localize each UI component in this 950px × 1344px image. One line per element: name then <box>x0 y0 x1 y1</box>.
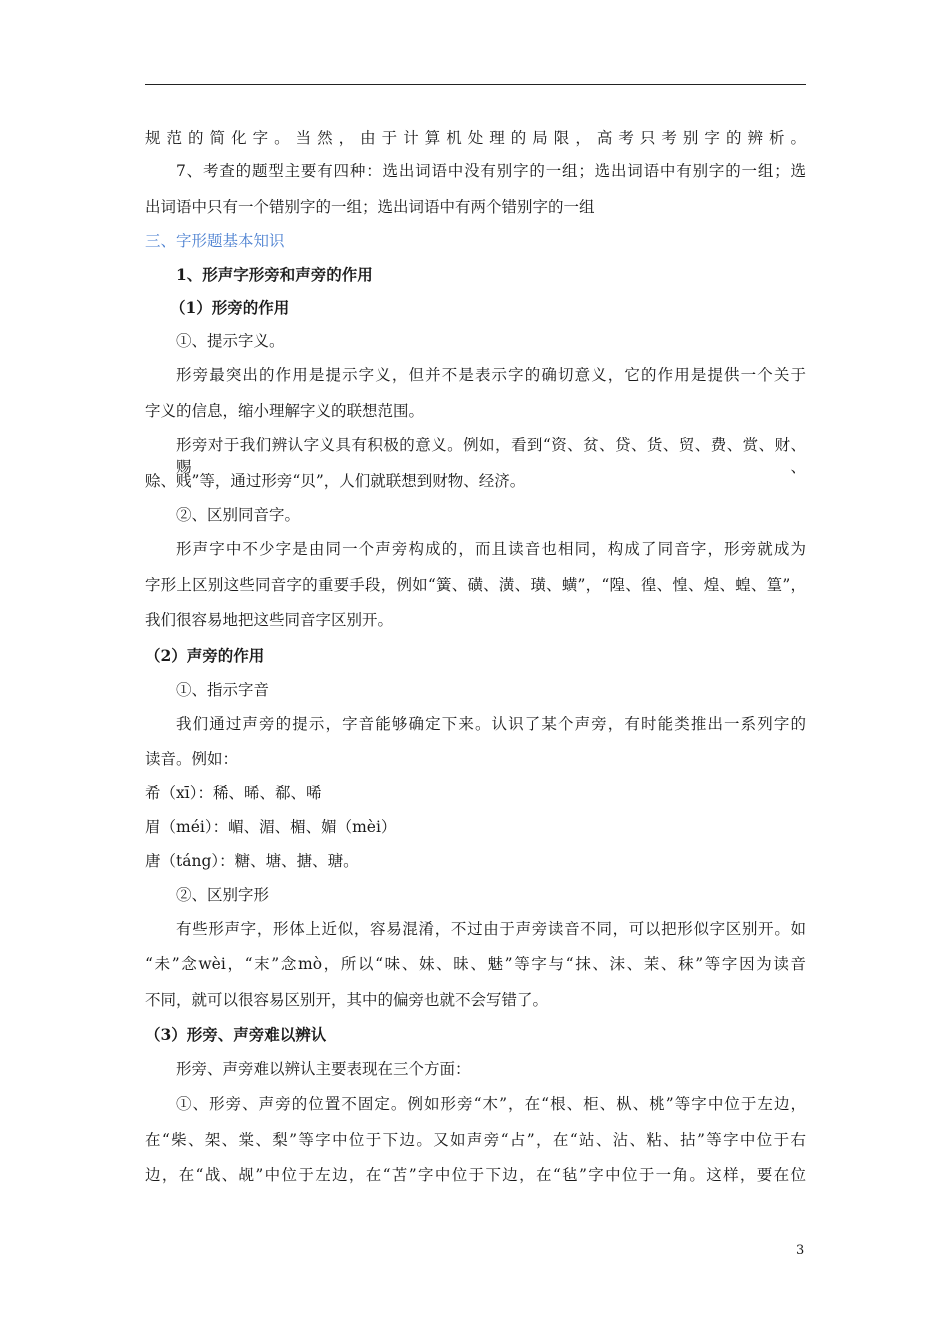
page-number: 3 <box>796 1243 805 1258</box>
paragraph-line: 7、考查的题型主要有四种：选出词语中没有别字的一组；选出词语中有别字的一组；选 <box>176 162 806 180</box>
subsection-heading: （2）声旁的作用 <box>145 646 265 665</box>
paragraph-line: 我们通过声旁的提示，字音能够确定下来。认识了某个声旁，有时能类推出一系列字的 <box>176 715 806 733</box>
paragraph-line: 出词语中只有一个错别字的一组；选出词语中有两个错别字的一组 <box>145 198 595 216</box>
section-heading: 三、字形题基本知识 <box>145 232 285 250</box>
paragraph-line: 有些形声字，形体上近似，容易混淆，不过由于声旁读音不同，可以把形似字区别开。如 <box>176 920 806 938</box>
paragraph-line: 字义的信息，缩小理解字义的联想范围。 <box>145 402 425 420</box>
paragraph-line: 形旁对于我们辨认字义具有积极的意义。例如，看到“资、贫、贷、货、贸、费、赏、财、赐、 <box>176 436 806 476</box>
item-heading: ②、区别同音字。 <box>176 506 301 524</box>
example-line: 唐（táng）：糖、塘、搪、瑭。 <box>145 852 359 870</box>
paragraph-line: 形声字中不少字是由同一个声旁构成的，而且读音也相同，构成了同音字，形旁就成为 <box>176 540 806 558</box>
paragraph-line: 不同，就可以很容易区别开，其中的偏旁也就不会写错了。 <box>145 991 549 1009</box>
subsection-heading: 1、形声字形旁和声旁的作用 <box>176 265 373 284</box>
paragraph-line: “未”念wèi，“末”念mò，所以“味、妹、昧、魅”等字与“抹、沫、茉、秣”等字因为读音 <box>145 955 806 973</box>
paragraph-line: 形旁最突出的作用是提示字义，但并不是表示字的确切意义，它的作用是提供一个关于 <box>176 366 806 384</box>
paragraph-line: ①、形旁、声旁的位置不固定。例如形旁“木”，在“根、柜、枞、桃”等字中位于左边， <box>176 1095 806 1113</box>
paragraph-line: 我们很容易地把这些同音字区别开。 <box>145 611 394 629</box>
item-heading: ①、提示字义。 <box>176 332 285 350</box>
paragraph-line: 形旁、声旁难以辨认主要表现在三个方面： <box>176 1060 471 1078</box>
paragraph-line: 在“柴、架、棠、梨”等字中位于下边。又如声旁“占”，在“站、沾、粘、拈”等字中位于右 <box>145 1131 806 1149</box>
paragraph-line: 字形上区别这些同音字的重要手段，例如“簧、磺、潢、璜、蟥”，“隍、徨、惶、煌、蝗、篁”， <box>145 576 806 594</box>
paragraph-line: 边，在“战、觇”中位于左边，在“苫”字中位于下边，在“毡”字中位于一角。这样，要在位 <box>145 1166 806 1184</box>
paragraph-line: 读音。例如： <box>145 750 239 768</box>
paragraph-line: 赊、贱”等，通过形旁“贝”，人们就联想到财物、经济。 <box>145 472 526 490</box>
example-line: 希（xī）：稀、晞、郗、唏 <box>145 784 322 802</box>
item-heading: ②、区别字形 <box>176 886 270 904</box>
example-line: 眉（méi）：嵋、湄、楣、媚（mèi） <box>145 818 397 836</box>
subsection-heading: （1）形旁的作用 <box>170 298 290 317</box>
paragraph-line: 规范的简化字。当然，由于计算机处理的局限，高考只考别字的辨析。 <box>145 129 806 147</box>
header-rule <box>145 84 806 85</box>
item-heading: ①、指示字音 <box>176 681 270 699</box>
subsection-heading: （3）形旁、声旁难以辨认 <box>145 1025 327 1044</box>
